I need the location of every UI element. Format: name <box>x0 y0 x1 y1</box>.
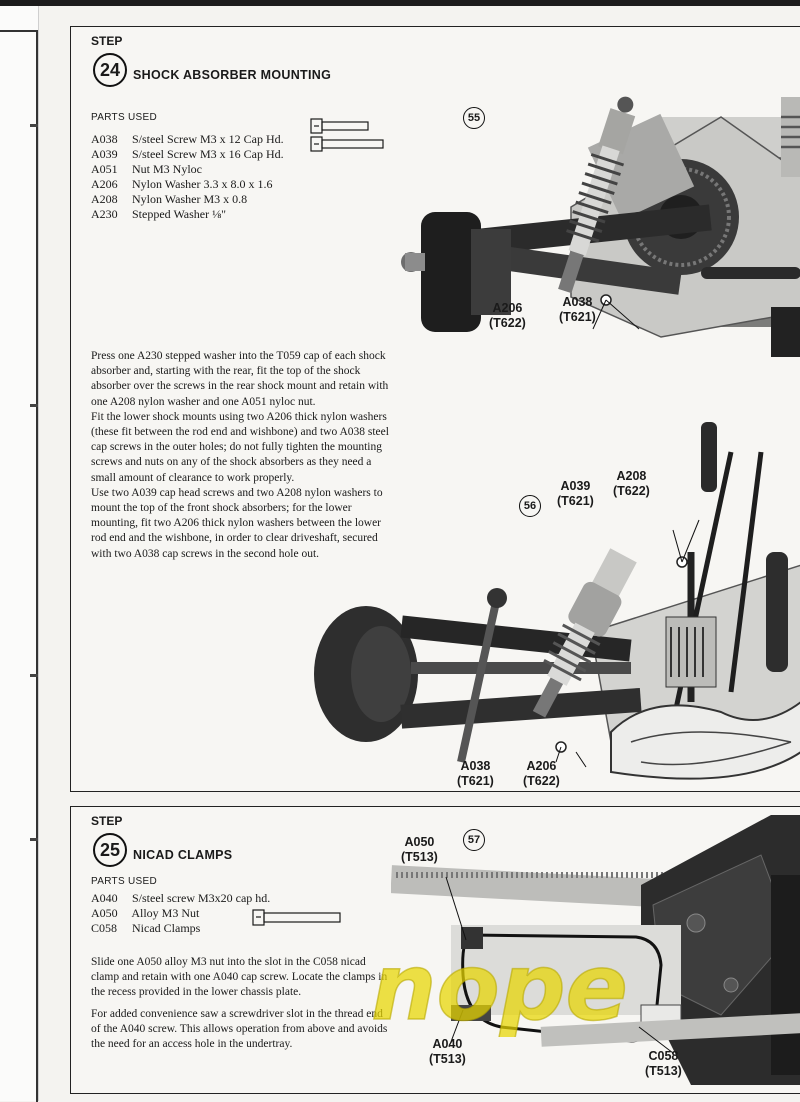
instruction-paragraph: Fit the lower shock mounts using two A206 thick nylon washers (these fit between the rod end and wishbone) and two A038 steel cap screws in the outer holes; do not fully tighten the mounting screws and nuts on any of the shock absorbers as they need a small amount of clearance to work properly. <box>91 410 389 484</box>
strip-mark <box>30 838 38 841</box>
callout-a038 <box>559 295 596 325</box>
part-line <box>91 147 284 162</box>
callout-part: A050 <box>404 835 435 849</box>
instruction-paragraph: For added convenience saw a screwdriver slot in the thread end of the A040 screw. This allows operation from above and avoids the need for an access hole in the undertray. <box>91 1007 388 1051</box>
part-line <box>91 906 199 921</box>
callout-part: A206 <box>526 759 557 773</box>
callout-ref: (T621) <box>559 310 596 324</box>
step-number: 24 <box>93 53 127 87</box>
part-line <box>91 192 247 207</box>
instruction-paragraph: Slide one A050 alloy M3 nut into the slot in the C058 nicad clamp and retain with one A040 cap screw. Locate the clamps in the recess provided in the lower chassis plate. <box>91 956 388 999</box>
screw-a038-drawing <box>311 119 368 133</box>
callout-a038 <box>457 759 494 789</box>
callout-ref: (T622) <box>523 774 560 788</box>
figure-55-rear-suspension-photo <box>401 57 800 367</box>
screw-a039-drawing <box>311 137 383 151</box>
callout-ref: (T622) <box>613 484 650 498</box>
previous-page-strip <box>0 6 39 1101</box>
part-desc: Nylon Washer 3.3 x 8.0 x 1.6 <box>132 177 273 191</box>
callout-ref: (T513) <box>429 1052 466 1066</box>
callout-ref: (T513) <box>645 1064 682 1078</box>
callout-ref: (T621) <box>457 774 494 788</box>
callout-c058 <box>645 1049 682 1079</box>
step-label: STEP <box>91 814 123 828</box>
figure-57-number: 57 <box>463 829 485 851</box>
step-title: NICAD CLAMPS <box>133 848 233 862</box>
part-desc: Stepped Washer ⅛" <box>132 207 227 221</box>
strip-mark <box>30 124 38 127</box>
part-code: A040 <box>91 891 118 905</box>
callout-a039 <box>557 479 594 509</box>
watermark-text: nope <box>371 937 628 1037</box>
callout-a206 <box>489 301 526 331</box>
part-code: A039 <box>91 147 118 161</box>
callout-part: A038 <box>460 759 491 773</box>
part-desc: S/steel Screw M3 x 16 Cap Hd. <box>132 147 284 161</box>
part-line <box>91 162 202 177</box>
instruction-paragraph: Use two A039 cap head screws and two A208 nylon washers to mount the top of the front shock absorbers; for the lower mounting, fit two A206 thick nylon washers between the lower rod end and the wishbone, in order to clear driveshaft, secured with two A038 cap screws in the second hole out. <box>91 486 383 560</box>
part-line <box>91 132 284 147</box>
callout-part: A038 <box>562 295 593 309</box>
callout-part: A040 <box>432 1037 463 1051</box>
step-25-instructions <box>91 955 391 1052</box>
part-desc: S/steel Screw M3 x 12 Cap Hd. <box>132 132 284 146</box>
step-title: SHOCK ABSORBER MOUNTING <box>133 68 332 82</box>
part-code: A038 <box>91 132 118 146</box>
part-desc: Nut M3 Nyloc <box>132 162 202 176</box>
previous-page-border <box>0 30 38 1102</box>
part-desc: Alloy M3 Nut <box>131 906 200 920</box>
part-code: C058 <box>91 921 118 935</box>
part-line <box>91 177 272 192</box>
part-code: A206 <box>91 177 118 191</box>
screw-scale-drawings <box>309 117 389 157</box>
step-25-panel <box>70 806 800 1094</box>
part-code: A051 <box>91 162 118 176</box>
part-line <box>91 891 270 906</box>
instruction-paragraph: Press one A230 stepped washer into the T059 cap of each shock absorber and, starting with the rear, fit the top of the shock absorber over the screws in the rear shock mount and retain with one A208 nylon washer and one A051 nyloc nut. <box>91 350 389 408</box>
part-line <box>91 207 226 222</box>
part-line <box>91 921 200 936</box>
part-code: A050 <box>91 906 118 920</box>
strip-mark <box>30 674 38 677</box>
parts-used-heading: PARTS USED <box>91 112 157 123</box>
part-code: A230 <box>91 207 118 221</box>
part-code: A208 <box>91 192 118 206</box>
screw-scale-drawings <box>251 907 343 929</box>
step-24-panel <box>70 26 800 792</box>
step-label: STEP <box>91 34 123 48</box>
figure-55-number: 55 <box>463 107 485 129</box>
callout-a050 <box>401 835 438 865</box>
callout-a208 <box>613 469 650 499</box>
callout-part: A039 <box>560 479 591 493</box>
callout-ref: (T513) <box>401 850 438 864</box>
callout-ref: (T621) <box>557 494 594 508</box>
callout-ref: (T622) <box>489 316 526 330</box>
part-desc: Nylon Washer M3 x 0.8 <box>132 192 248 206</box>
page-top-edge <box>0 0 800 6</box>
yellow-watermark-logo <box>361 937 751 1042</box>
parts-used-heading: PARTS USED <box>91 876 157 887</box>
part-desc: Nicad Clamps <box>132 921 201 935</box>
step-number: 25 <box>93 833 127 867</box>
figure-56-front-suspension-photo <box>311 412 800 787</box>
callout-part: A208 <box>616 469 647 483</box>
figure-56-number: 56 <box>519 495 541 517</box>
callout-part: A206 <box>492 301 523 315</box>
strip-mark <box>30 404 38 407</box>
callout-part: C058 <box>648 1049 679 1063</box>
part-desc: S/steel screw M3x20 cap hd. <box>132 891 271 905</box>
callout-a206 <box>523 759 560 789</box>
callout-a040 <box>429 1037 466 1067</box>
screw-a040-drawing <box>253 910 340 925</box>
